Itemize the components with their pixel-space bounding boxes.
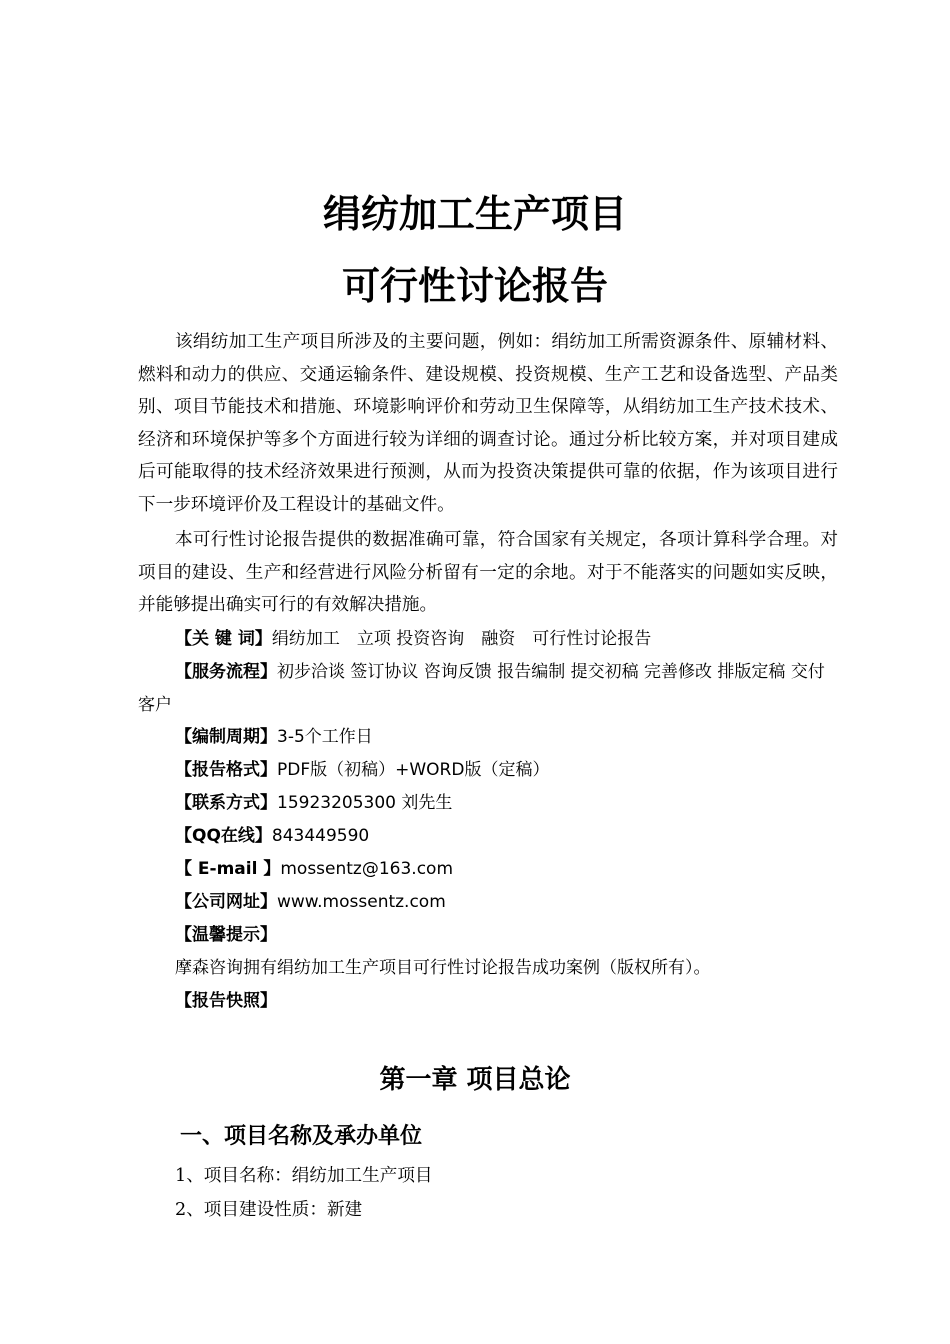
keywords-value: 绢纺加工 立项 投资咨询 融资 可行性讨论报告 xyxy=(271,629,652,649)
contact-value: 15923205300 刘先生 xyxy=(277,793,453,813)
contact-label: 【联系方式】 xyxy=(175,793,277,813)
snapshot-row xyxy=(175,985,840,1018)
format-row xyxy=(175,754,840,787)
tip-text-row xyxy=(175,952,840,985)
contact-row xyxy=(175,787,840,820)
tip-text: 摩森咨询拥有绢纺加工生产项目可行性讨论报告成功案例（版权所有）。 xyxy=(175,958,711,978)
service-process-label: 【服务流程】 xyxy=(175,662,277,682)
tip-label: 【温馨提示】 xyxy=(175,925,277,945)
qq-label: 【QQ在线】 xyxy=(175,826,272,846)
reliability-paragraph: 本可行性讨论报告提供的数据准确可靠，符合国家有关规定，各项计算科学合理。对项目的建设、生产和经营进行风险分析留有一定的余地。对于不能落实的问题如实反映，并能够提出确实可行的有效解决措施。 xyxy=(138,530,838,615)
website-value: www.mossentz.com xyxy=(277,892,446,912)
document-title-line1: 绢纺加工生产项目 xyxy=(322,192,627,236)
project-nature-item: 2、项目建设性质：新建 xyxy=(175,1200,363,1220)
website-row xyxy=(175,886,840,919)
section-heading: 一、项目名称及承办单位 xyxy=(180,1124,423,1149)
website-label: 【公司网址】 xyxy=(175,892,277,912)
snapshot-label: 【报告快照】 xyxy=(175,991,277,1011)
period-row xyxy=(175,721,840,754)
document-title-line2: 可行性讨论报告 xyxy=(341,264,608,308)
service-process-row xyxy=(138,656,838,721)
qq-value: 843449590 xyxy=(271,826,370,846)
period-value: 3-5个工作日 xyxy=(277,727,373,747)
chapter-heading: 第一章 项目总论 xyxy=(379,1065,571,1095)
tip-label-row xyxy=(175,919,840,952)
project-name-item: 1、项目名称：绢纺加工生产项目 xyxy=(175,1166,433,1186)
format-label: 【报告格式】 xyxy=(175,760,277,780)
qq-row xyxy=(175,820,840,853)
intro-paragraph: 该绢纺加工生产项目所涉及的主要问题，例如：绢纺加工所需资源条件、原辅材料、燃料和动力的供应、交通运输条件、建设规模、投资规模、生产工艺和设备选型、产品类别、项目节能技术和措施、环境影响评价和劳动卫生保障等，从绢纺加工生产技术技术、经济和环境保护等多个方面进行较为详细的调查讨论。通过分析比较方案，并对项目建成后可能取得的技术经济效果进行预测，从而为投资决策提供可靠的依据，作为该项目进行下一步环境评价及工程设计的基础文件。 xyxy=(138,332,838,515)
email-label: 【 E-mail 】 xyxy=(175,859,281,879)
service-process-value: 初步洽谈 签订协议 咨询反馈 报告编制 提交初稿 完善修改 排版定稿 交付客户 xyxy=(138,662,825,715)
keywords-row xyxy=(175,623,840,656)
email-row xyxy=(175,853,840,886)
email-value: mossentz@163.com xyxy=(280,859,454,879)
period-label: 【编制周期】 xyxy=(175,727,277,747)
keywords-label: 【关 键 词】 xyxy=(175,629,272,649)
format-value: PDF版（初稿）+WORD版（定稿） xyxy=(277,760,550,780)
